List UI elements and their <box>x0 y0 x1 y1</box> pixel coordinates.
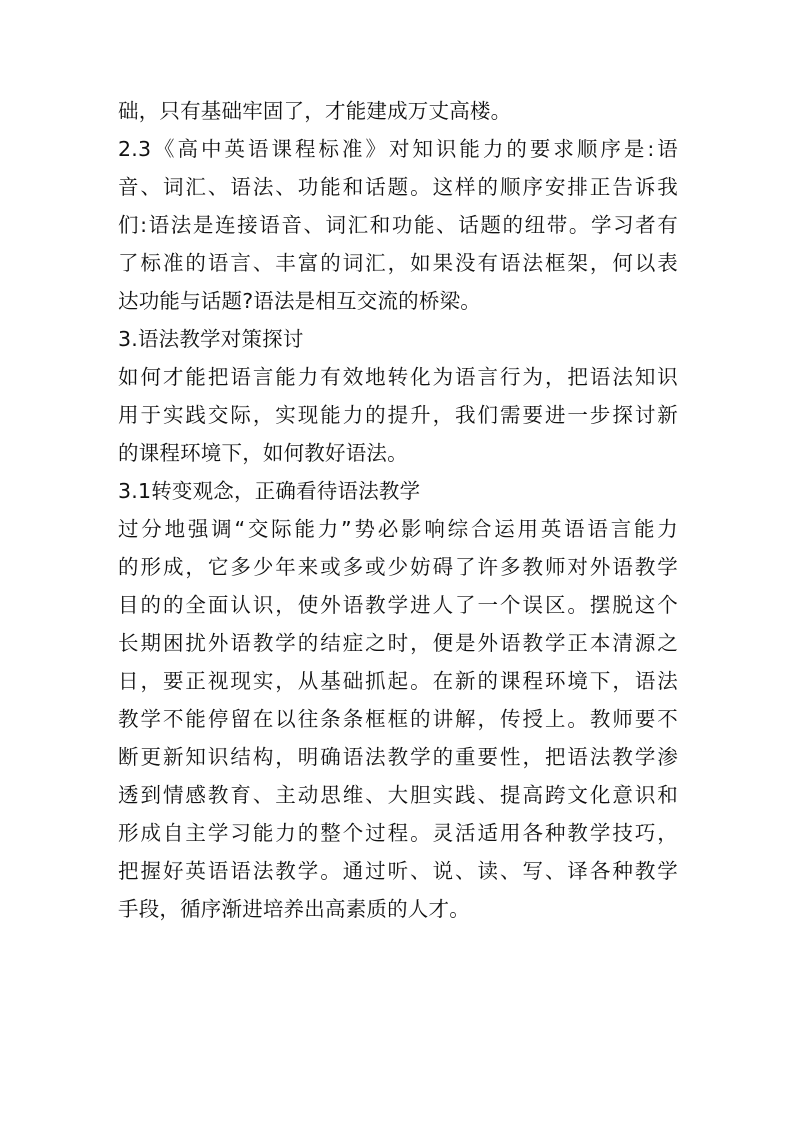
text-line: 的课程环境下，如何教好语法。 <box>118 441 408 465</box>
text-line: 2.3《高中英语课程标准》对知识能力的要求顺序是:语 <box>118 137 678 161</box>
text-line: 过分地强调“交际能力”势必影响综合运用英语语言能力 <box>118 517 678 541</box>
section-heading: 3.语法教学对策探讨 <box>118 327 304 351</box>
text-line: 长期困扰外语教学的结症之时，便是外语教学正本清源之 <box>118 631 678 655</box>
text-line: 们:语法是连接语音、词汇和功能、话题的纽带。学习者有 <box>118 213 678 237</box>
text-line: 用于实践交际，实现能力的提升，我们需要进一步探讨新 <box>118 403 678 427</box>
text-line: 达功能与话题?语法是相互交流的桥梁。 <box>118 289 481 313</box>
text-line: 目的的全面认识，使外语教学进人了一个误区。摆脱这个 <box>118 593 678 617</box>
text-line: 了标准的语言、丰富的词汇，如果没有语法框架，何以表 <box>118 251 678 275</box>
text-line: 形成自主学习能力的整个过程。灵活适用各种教学技巧， <box>118 821 678 845</box>
subsection-heading: 3.1转变观念，正确看待语法教学 <box>118 479 421 503</box>
text-line: 把握好英语语法教学。通过听、说、读、写、译各种教学 <box>118 859 678 883</box>
document-body <box>118 92 678 928</box>
text-line: 手段，循序渐进培养出高素质的人才。 <box>118 897 470 921</box>
text-line: 教学不能停留在以往条条框框的讲解，传授上。教师要不 <box>118 707 678 731</box>
text-line: 日，要正视现实，从基础抓起。在新的课程环境下，语法 <box>118 669 678 693</box>
text-line: 如何才能把语言能力有效地转化为语言行为，把语法知识 <box>118 365 678 389</box>
text-line: 的形成，它多少年来或多或少妨碍了许多教师对外语教学 <box>118 555 678 579</box>
text-line: 音、词汇、语法、功能和话题。这样的顺序安排正告诉我 <box>118 175 678 199</box>
text-line: 断更新知识结构，明确语法教学的重要性，把语法教学渗 <box>118 745 678 769</box>
text-line: 透到情感教育、主动思维、大胆实践、提高跨文化意识和 <box>118 783 678 807</box>
text-line: 础，只有基础牢固了，才能建成万丈高楼。 <box>118 99 512 123</box>
